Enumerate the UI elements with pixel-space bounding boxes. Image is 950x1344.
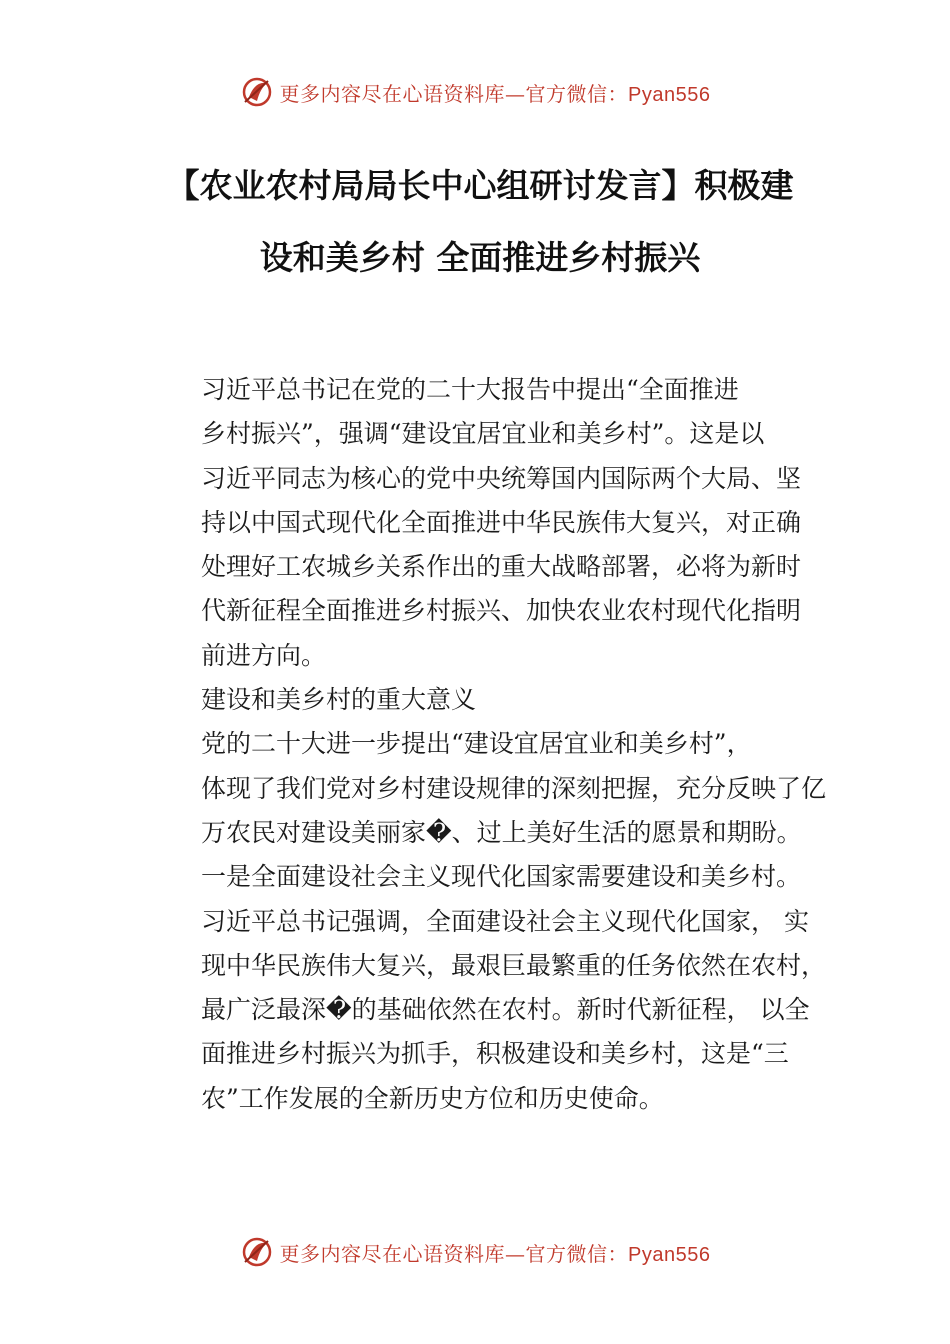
paragraph-line: 代新征程全面推进乡村振兴、加快农业农村现代化指明 bbox=[201, 596, 802, 626]
paragraph-3 bbox=[146, 855, 846, 1121]
paragraph-line: 现中华民族伟大复兴，最艰巨最繁重的任务依然在农村， bbox=[201, 950, 827, 980]
footer-banner-label: 更多内容尽在心语资料库—官方微信： bbox=[279, 1241, 629, 1266]
header-banner-text bbox=[280, 78, 711, 107]
title-line-2: 设和美乡村 全面推进乡村振兴 bbox=[259, 238, 701, 277]
paragraph-line: 持以中国式现代化全面推进中华民族伟大复兴，对正确 bbox=[201, 507, 802, 537]
paragraph-line: 一是全面建设社会主义现代化国家需要建设和美乡村。 bbox=[201, 862, 802, 892]
footer-banner-text bbox=[280, 1238, 711, 1267]
library-logo-icon bbox=[240, 1235, 274, 1269]
paragraph-line: 万农民对建设美丽家�、过上美好生活的愿景和期盼。 bbox=[201, 817, 802, 847]
paragraph-line: 党的二十大进一步提出“建设宜居宜业和美乡村”， bbox=[201, 729, 752, 759]
document-body bbox=[146, 368, 846, 1121]
paragraph-line: 体现了我们党对乡村建设规律的深刻把握，充分反映了亿 bbox=[201, 773, 827, 803]
paragraph-1 bbox=[146, 368, 846, 678]
paragraph-line: 习近平同志为核心的党中央统筹国内国际两个大局、坚 bbox=[201, 463, 802, 493]
header-banner-wechat-id: Pyan556 bbox=[628, 83, 711, 106]
header-banner bbox=[0, 72, 950, 112]
paragraph-2 bbox=[146, 722, 846, 855]
footer-banner-wechat-id: Pyan556 bbox=[628, 1243, 711, 1266]
paragraph-line: 农”工作发展的全新历史方位和历史使命。 bbox=[201, 1083, 664, 1113]
document-title bbox=[140, 150, 820, 294]
section-heading-text: 建设和美乡村的重大意义 bbox=[201, 685, 477, 715]
section-heading bbox=[146, 678, 846, 722]
header-banner-label: 更多内容尽在心语资料库—官方微信： bbox=[279, 81, 629, 106]
library-logo-icon bbox=[240, 75, 274, 109]
paragraph-line: 最广泛最深�的基础依然在农村。新时代新征程， 以全 bbox=[201, 995, 810, 1025]
footer-banner bbox=[0, 1232, 950, 1272]
title-line-1: 【农业农村局局长中心组研讨发言】积极建 bbox=[166, 166, 794, 205]
paragraph-line: 面推进乡村振兴为抓手，积极建设和美乡村，这是“三 bbox=[201, 1039, 789, 1069]
paragraph-line: 乡村振兴”，强调“建设宜居宜业和美乡村”。这是以 bbox=[201, 419, 765, 449]
paragraph-line: 习近平总书记强调，全面建设社会主义现代化国家， 实 bbox=[201, 906, 809, 936]
paragraph-line: 习近平总书记在党的二十大报告中提出“全面推进 bbox=[201, 375, 739, 404]
paragraph-line: 处理好工农城乡关系作出的重大战略部署，必将为新时 bbox=[201, 552, 802, 582]
paragraph-line: 前进方向。 bbox=[201, 640, 327, 670]
